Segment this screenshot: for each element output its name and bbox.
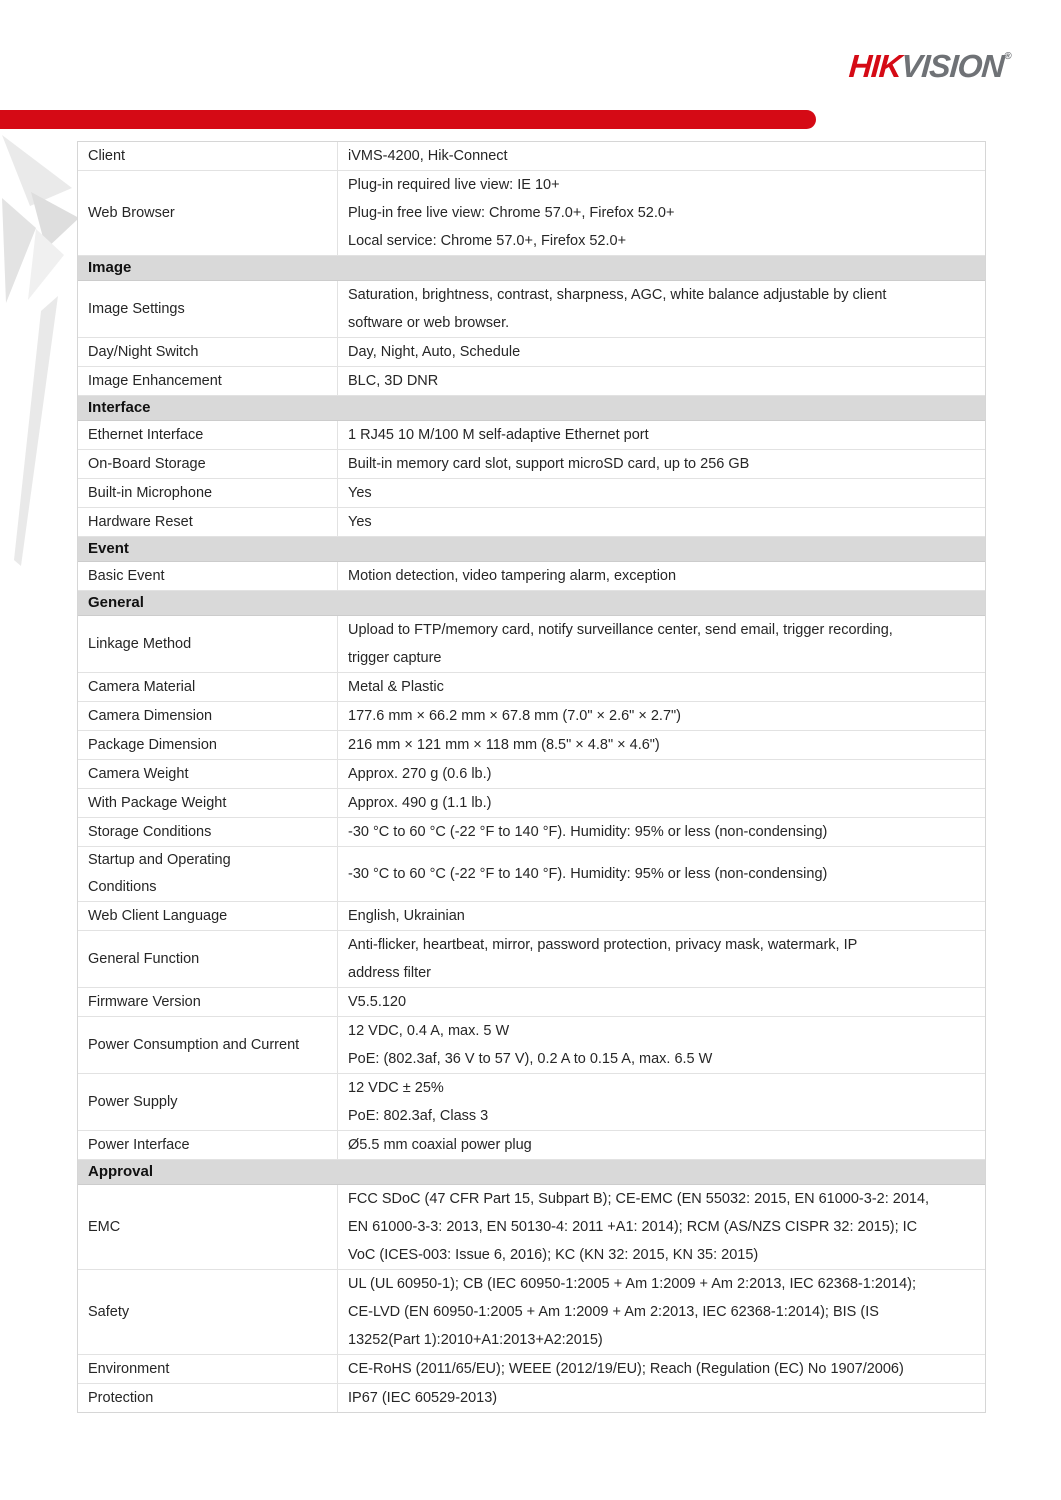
section-header-row	[78, 1160, 985, 1185]
spec-value: Day, Night, Auto, Schedule	[348, 344, 521, 360]
spec-row	[78, 988, 985, 1017]
spec-row	[78, 847, 985, 902]
spec-value: Motion detection, video tampering alarm, exception	[348, 568, 677, 584]
spec-value: Yes	[348, 514, 372, 530]
spec-label: Safety	[78, 1270, 338, 1354]
spec-value: 216 mm × 121 mm × 118 mm (8.5" × 4.8" × 4.6")	[348, 737, 660, 753]
spec-label: Package Dimension	[78, 731, 338, 759]
section-title: General	[88, 594, 144, 611]
spec-value: 12 VDC, 0.4 A, max. 5 W PoE: (802.3af, 36 V to 57 V), 0.2 A to 0.15 A, max. 6.5 W	[348, 1023, 713, 1067]
spec-label: Storage Conditions	[78, 818, 338, 846]
spec-row	[78, 142, 985, 171]
spec-value: -30 °C to 60 °C (-22 °F to 140 °F). Humidity: 95% or less (non-condensing)	[348, 866, 828, 882]
spec-row	[78, 1355, 985, 1384]
spec-label: Camera Weight	[78, 760, 338, 788]
spec-row	[78, 931, 985, 988]
spec-value: Anti-flicker, heartbeat, mirror, password protection, privacy mask, watermark, IP address filter	[348, 937, 858, 981]
spec-label: Ethernet Interface	[78, 421, 338, 449]
spec-value: Upload to FTP/memory card, notify surveillance center, send email, trigger recording, trigger capture	[348, 622, 893, 666]
section-title: Approval	[88, 1163, 154, 1180]
spec-row	[78, 673, 985, 702]
spec-label: Image Settings	[78, 281, 338, 337]
section-header-row	[78, 537, 985, 562]
spec-value: 1 RJ45 10 M/100 M self-adaptive Ethernet port	[348, 427, 649, 443]
spec-value: 12 VDC ± 25% PoE: 802.3af, Class 3	[348, 1080, 489, 1124]
spec-value: iVMS-4200, Hik-Connect	[348, 148, 508, 164]
spec-row	[78, 1270, 985, 1355]
spec-row	[78, 1131, 985, 1160]
hikvision-logo	[848, 48, 1013, 85]
spec-value: FCC SDoC (47 CFR Part 15, Subpart B); CE-EMC (EN 55032: 2015, EN 61000-3-2: 2014, EN 61000-3-3: 2013, EN 50130-4: 2011 +A1: 2014); RCM (AS/NZS CISPR 32: 2015); IC VoC (ICES-003: Issue 6, 2016); KC (KN 32: 2015, KN 35: 2015)	[348, 1191, 930, 1263]
spec-label: Environment	[78, 1355, 338, 1383]
spec-label: Firmware Version	[78, 988, 338, 1016]
spec-row	[78, 1017, 985, 1074]
spec-label: Built-in Microphone	[78, 479, 338, 507]
spec-value: English, Ukrainian	[348, 908, 465, 924]
spec-value: Yes	[348, 485, 372, 501]
spec-row	[78, 421, 985, 450]
spec-label: Image Enhancement	[78, 367, 338, 395]
spec-value: Plug-in required live view: IE 10+ Plug-in free live view: Chrome 57.0+, Firefox 52.0+ Local service: Chrome 57.0+, Firefox 52.0+	[348, 177, 675, 249]
spec-value: UL (UL 60950-1); CB (IEC 60950-1:2005 + Am 1:2009 + Am 2:2013, IEC 62368-1:2014); CE-LVD (EN 60950-1:2005 + Am 1:2009 + Am 2:2013, IEC 62368-1:2014); BIS (IS 13252(Part 1):2010+A1:2013+A2:2015)	[348, 1276, 916, 1348]
spec-label: Web Client Language	[78, 902, 338, 930]
spec-label: With Package Weight	[78, 789, 338, 817]
spec-label: Power Interface	[78, 1131, 338, 1159]
spec-row	[78, 479, 985, 508]
spec-label: Web Browser	[78, 171, 338, 255]
spec-value: 177.6 mm × 66.2 mm × 67.8 mm (7.0" × 2.6" × 2.7")	[348, 708, 681, 724]
section-title: Interface	[88, 399, 151, 416]
spec-value: Saturation, brightness, contrast, sharpness, AGC, white balance adjustable by client software or web browser.	[348, 287, 887, 331]
spec-label: Basic Event	[78, 562, 338, 590]
spec-value: IP67 (IEC 60529-2013)	[348, 1390, 498, 1406]
spec-label: EMC	[78, 1185, 338, 1269]
spec-value: BLC, 3D DNR	[348, 373, 439, 389]
spec-row	[78, 789, 985, 818]
registered-trademark-icon: ®	[1003, 51, 1013, 62]
spec-row	[78, 1074, 985, 1131]
spec-label: Startup and Operating Conditions	[78, 847, 338, 901]
header-red-bar	[0, 110, 816, 129]
spec-label: Client	[78, 142, 338, 170]
spec-table	[77, 141, 986, 1413]
spec-row	[78, 1185, 985, 1270]
spec-label: Linkage Method	[78, 616, 338, 672]
spec-row	[78, 171, 985, 256]
spec-row	[78, 760, 985, 789]
spec-row	[78, 1384, 985, 1412]
spec-row	[78, 367, 985, 396]
spec-value: Approx. 490 g (1.1 lb.)	[348, 795, 492, 811]
spec-value: Metal & Plastic	[348, 679, 444, 695]
spec-value: Built-in memory card slot, support microSD card, up to 256 GB	[348, 456, 750, 472]
spec-value: Approx. 270 g (0.6 lb.)	[348, 766, 492, 782]
spec-label: Power Consumption and Current	[78, 1017, 338, 1073]
spec-value: V5.5.120	[348, 994, 407, 1010]
logo-hik-text: HIK	[847, 48, 903, 84]
section-header-row	[78, 396, 985, 421]
spec-value: CE-RoHS (2011/65/EU); WEEE (2012/19/EU); Reach (Regulation (EC) No 1907/2006)	[348, 1361, 904, 1377]
spec-label: Camera Dimension	[78, 702, 338, 730]
section-header-row	[78, 256, 985, 281]
spec-label: On-Board Storage	[78, 450, 338, 478]
spec-value: Ø5.5 mm coaxial power plug	[348, 1137, 532, 1153]
spec-label: General Function	[78, 931, 338, 987]
section-title: Event	[88, 540, 129, 557]
spec-row	[78, 338, 985, 367]
spec-row	[78, 702, 985, 731]
spec-row	[78, 731, 985, 760]
spec-label: Camera Material	[78, 673, 338, 701]
spec-row	[78, 562, 985, 591]
spec-row	[78, 508, 985, 537]
spec-row	[78, 902, 985, 931]
logo-vision-text: VISION	[899, 48, 1005, 84]
spec-label: Power Supply	[78, 1074, 338, 1130]
section-title: Image	[88, 259, 132, 276]
spec-label: Protection	[78, 1384, 338, 1412]
spec-row	[78, 281, 985, 338]
spec-label: Day/Night Switch	[78, 338, 338, 366]
section-header-row	[78, 591, 985, 616]
spec-row	[78, 450, 985, 479]
spec-value: -30 °C to 60 °C (-22 °F to 140 °F). Humidity: 95% or less (non-condensing)	[348, 824, 828, 840]
spec-row	[78, 616, 985, 673]
spec-label: Hardware Reset	[78, 508, 338, 536]
spec-row	[78, 818, 985, 847]
